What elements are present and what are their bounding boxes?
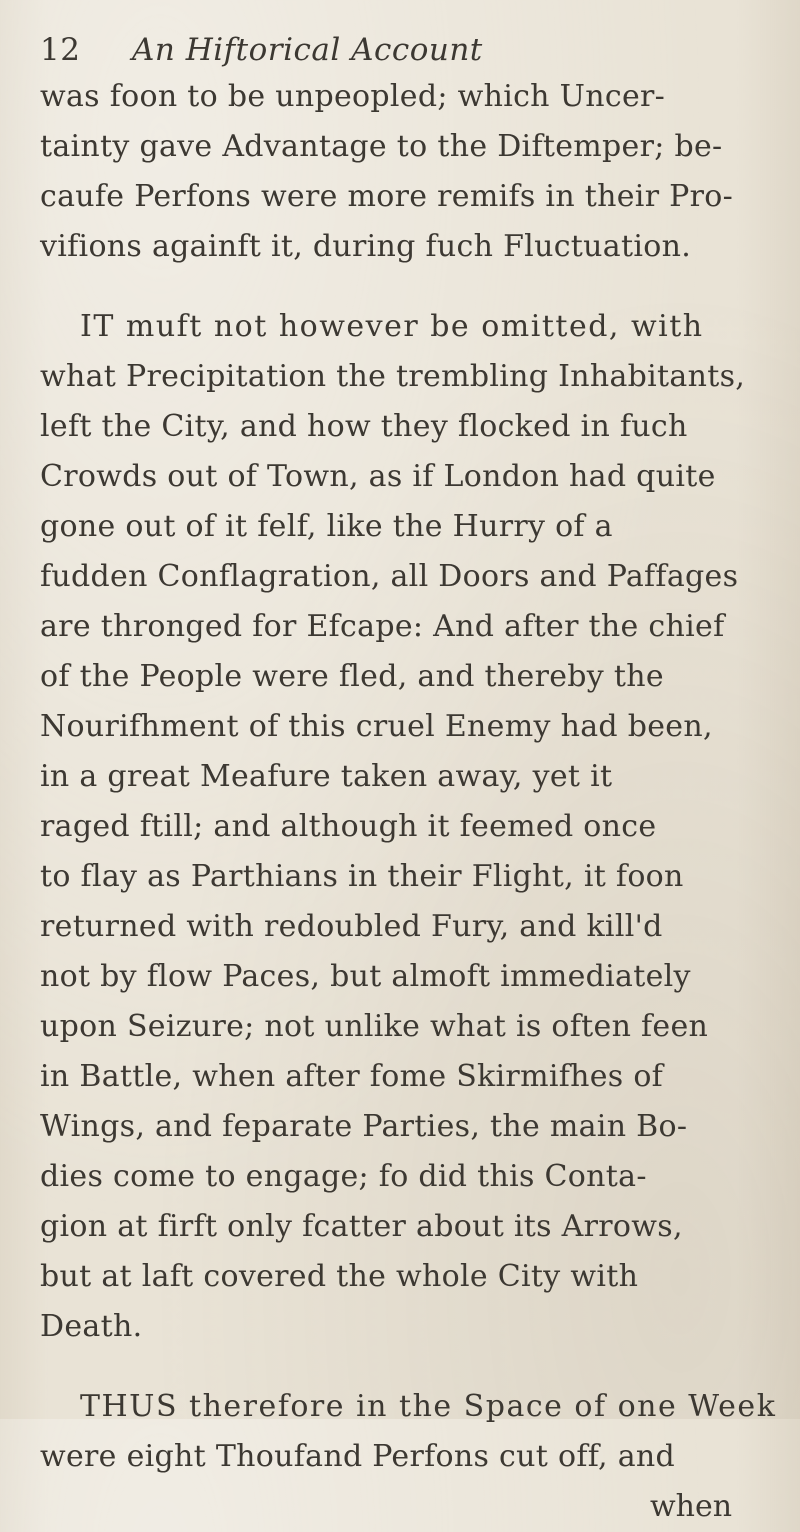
page-number: 12 [40, 32, 81, 68]
text-line: dies come to engage; fo did this Conta- [40, 1159, 647, 1194]
running-head [40, 26, 680, 74]
text-line: are thronged for Efcape: And after the chief [40, 609, 725, 644]
paragraph-opening-line: THUS therefore in the Space of one Week [80, 1389, 777, 1424]
text-line: tainty gave Advantage to the Diftemper; be- [40, 129, 723, 164]
text-line: upon Seizure; not unlike what is often feen [40, 1009, 709, 1044]
text-line: Crowds out of Town, as if London had quite [40, 459, 716, 494]
text-line: left the City, and how they flocked in fuch [40, 409, 688, 444]
text-line: what Precipitation the trembling Inhabitants, [40, 359, 746, 394]
text-line: vifions againft it, during fuch Fluctuation. [40, 229, 692, 264]
text-line: in a great Meafure taken away, yet it [40, 759, 613, 794]
book-page [40, 26, 780, 1524]
running-head-title: An Hiftorical Account [132, 32, 483, 68]
text-line: fudden Conflagration, all Doors and Paffages [40, 559, 739, 594]
text-line: gion at firft only fcatter about its Arrows, [40, 1209, 683, 1244]
text-line: in Battle, when after fome Skirmifhes of [40, 1059, 664, 1094]
text-line: of the People were fled, and thereby the [40, 659, 664, 694]
text-line: raged ftill; and although it feemed once [40, 809, 657, 844]
text-line: but at laft covered the whole City with [40, 1259, 639, 1294]
text-line: were eight Thoufand Perfons cut off, and [40, 1439, 676, 1474]
text-line: Wings, and feparate Parties, the main Bo- [40, 1109, 688, 1144]
text-line: Death. [40, 1309, 143, 1344]
text-line: was foon to be unpeopled; which Uncer- [40, 79, 666, 114]
text-line: caufe Perfons were more remifs in their Pro- [40, 179, 734, 214]
catchword: when [650, 1489, 733, 1524]
text-line: to flay as Parthians in their Flight, it foon [40, 859, 684, 894]
text-line: Nourifhment of this cruel Enemy had been, [40, 709, 713, 744]
paragraph-opening-line: IT muft not however be omitted, with [80, 309, 704, 344]
text-line: gone out of it felf, like the Hurry of a [40, 509, 613, 544]
text-line: returned with redoubled Fury, and kill'd [40, 909, 663, 944]
text-line: not by flow Paces, but almoft immediately [40, 959, 691, 994]
